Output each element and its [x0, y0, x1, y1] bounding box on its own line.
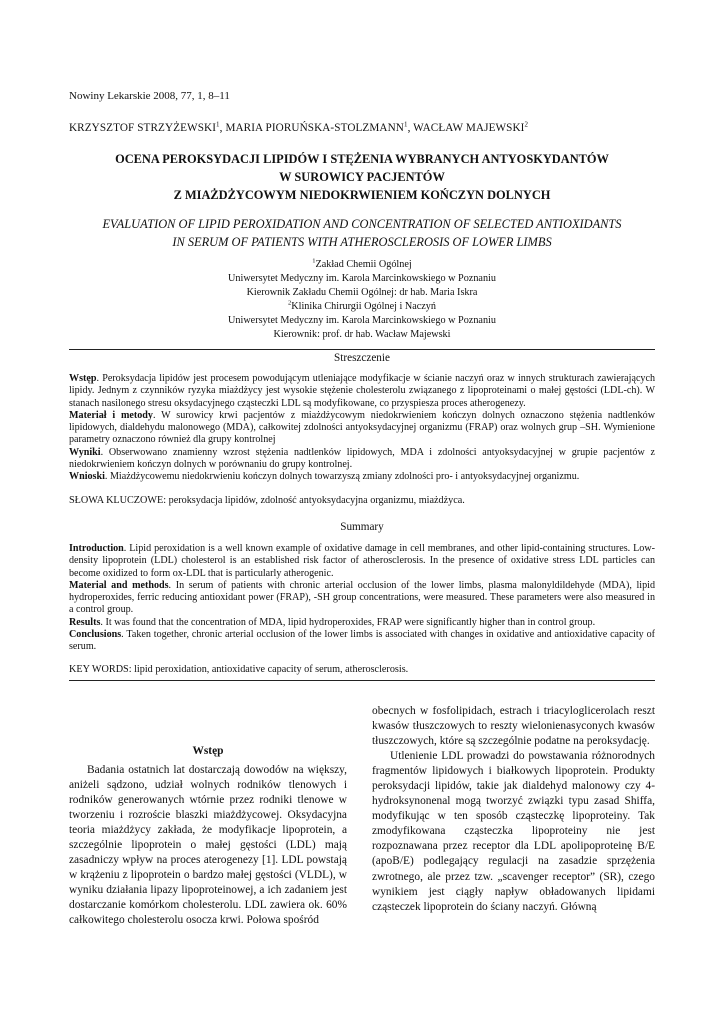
abstract-label: Results	[69, 616, 101, 628]
affiliation-text: Kierownik Zakładu Chemii Ogólnej: dr hab. Maria Iskra	[246, 287, 478, 298]
author-list	[69, 122, 528, 134]
body-paragraph: Badania ostatnich lat dostarczają dowodów na większy, aniżeli sądzono, udział wolnych rodników tlenowych i rodników generowanych wtórnie przez rodniki tlenowe w tworzeniu i rozroście blaszki miażdżycowej. Oksydacyjna teoria miażdżycy zakłada, że modyfikacje lipoprotein, a szczególnie lipoprotein o małej gęstości (LDL) mają zasadniczy wpływ na proces aterogenezy [1]. LDL powstają w krążeniu z lipoprotein o bardzo małej gęstości (VLDL), w wyniku działania lipazy lipoproteinowej, a ich zadaniem jest dostarczanie komórkom cholesterolu. LDL zawiera ok. 60% całkowitego cholesterolu osocza krwi. Połowa spośród	[69, 764, 347, 927]
author-separator: ,	[219, 122, 226, 134]
abstract-paragraph	[69, 471, 655, 483]
affiliation-line	[69, 258, 655, 272]
abstract-text: . Obserwowano znamienny wzrost stężenia nadtlenków lipidowych, MDA i zdolności antyoksydacyjnej w grupie pacjentów z niedokrwieniem kończyn dolnych w porównaniu do grupy kontrolnej.	[69, 446, 655, 471]
summary-abstract	[69, 543, 655, 654]
affiliation-line	[69, 286, 655, 300]
abstract-paragraph	[69, 373, 655, 410]
abstract-label: Wyniki	[69, 446, 101, 458]
section-heading-wstep: Wstęp	[192, 745, 224, 757]
title-english	[69, 215, 655, 251]
affiliation-line	[69, 314, 655, 328]
author-affiliation-mark: 1	[403, 120, 408, 129]
abstract-text: . Taken together, chronic arterial occlusion of the lower limbs is associated with changes in oxidative and antioxidative capacity of serum.	[69, 629, 655, 653]
affiliation-text: Zakład Chemii Ogólnej	[315, 259, 412, 270]
streszczenie-heading: Streszczenie	[334, 352, 390, 364]
abstract-text: . Miażdżycowemu niedokrwieniu kończyn dolnych towarzyszą zmiany zdolności pro- i antyoksydacyjnej organizmu.	[104, 471, 580, 483]
affiliations	[69, 258, 655, 342]
abstract-text: . Lipid peroxidation is a well known example of oxidative damage in cell membranes, and other lipid-containing structures. Low-density lipoprotein (LDL) cholesterol is an established risk factor of atherosclerosis. In the presence of oxidative stress LDL particles can become oxidized to form ox-LDL that is particularly atherogenic.	[69, 543, 655, 579]
abstract-paragraph	[69, 447, 655, 472]
affiliation-line	[69, 300, 655, 314]
abstract-label: Wstęp	[69, 373, 97, 384]
title-english-line: IN SERUM OF PATIENTS WITH ATHEROSCLEROSIS OF LOWER LIMBS	[172, 235, 552, 249]
abstract-label: Introduction	[69, 543, 124, 554]
affiliation-mark: 1	[312, 257, 316, 265]
divider-bottom	[69, 680, 655, 681]
title-polish	[69, 150, 655, 204]
abstract-text: . It was found that the concentration of MDA, lipid hydroperoxides, FRAP were significantly higher than in control group.	[100, 616, 596, 628]
abstract-paragraph	[69, 580, 655, 617]
title-polish-line: Z MIAŻDŻYCOWYM NIEDOKRWIENIEM KOŃCZYN DOLNYCH	[173, 188, 551, 202]
abstract-paragraph	[69, 543, 655, 580]
body-paragraph: obecnych w fosfolipidach, estrach i triacyloglicerolach reszt kwasów tłuszczowych to reszty wielonienasyconych kwasów tłuszczowych, które są szczególnie podatne na peroksydację.	[372, 705, 655, 748]
affiliation-text: Uniwersytet Medyczny im. Karola Marcinkowskiego w Poznaniu	[228, 315, 496, 326]
body-paragraph: Utlenienie LDL prowadzi do powstawania różnorodnych fragmentów lipidowych i białkowych lipoprotein. Produkty peroksydacji lipidów, takie jak dialdehyd malonowy czy 4-hydroksynonenal mogą tworzyć związki typu zasad Shiffa, modyfikując w ten sposób cząsteczkę lipoproteiny. Tak zmodyfikowana cząsteczka lipoproteiny nie jest rozpoznawana przez receptor dla LDL apolipoproteinę B/E (apoB/E) podlegający regulacji na zasadzie sprzężenia zwrotnego, ale przez tzw. „scavenger receptor” (SR), czego wynikiem jest ciągły napływ obładowanych lipidami cząsteczek lipoprotein do ściany naczyń. Główną	[372, 750, 655, 913]
abstract-paragraph	[69, 629, 655, 654]
title-english-line: EVALUATION OF LIPID PEROXIDATION AND CONCENTRATION OF SELECTED ANTIOXIDANTS	[102, 217, 622, 231]
abstract-text: . W surowicy krwi pacjentów z miażdżycowym niedokrwieniem kończyn dolnych oznaczono stężenia nadtlenków lipidowych, dialdehydu malonowego (MDA), całkowitej zdolności antyoksydacyjnej organizmu (FRAP) oraz wolnych grup –SH. Wymienione parametry oznaczono również dla grupy kontrolnej	[69, 409, 656, 446]
author-name: WACŁAW MAJEWSKI	[413, 122, 525, 134]
abstract-paragraph	[69, 617, 655, 629]
abstract-label: Materiał i metody	[69, 409, 153, 421]
affiliation-line	[69, 328, 655, 342]
author-separator: ,	[407, 122, 414, 134]
title-polish-line: W SUROWICY PACJENTÓW	[279, 170, 445, 184]
body-column-right	[372, 704, 655, 915]
affiliation-text: Klinika Chirurgii Ogólnej i Naczyń	[291, 301, 436, 312]
abstract-paragraph	[69, 410, 655, 447]
author-affiliation-mark: 1	[216, 120, 220, 129]
keywords-english: KEY WORDS: lipid peroxidation, antioxidative capacity of serum, atherosclerosis.	[69, 664, 409, 675]
affiliation-line	[69, 272, 655, 286]
author-name: KRZYSZTOF STRZYŻEWSKI	[69, 122, 217, 134]
abstract-label: Material and methods	[69, 579, 169, 591]
keywords-polish: SŁOWA KLUCZOWE: peroksydacja lipidów, zdolność antyoksydacyjna organizmu, miażdżyca.	[69, 495, 465, 506]
abstract-text: . In serum of patients with chronic arterial occlusion of the lower limbs, plasma malonyldildehyde (MDA), lipid hydroperoxides, ferric reducing antioxidant power (FRAP), -SH group concentrations, were measured. These parameters were also measured in a control group.	[69, 579, 655, 616]
affiliation-text: Kierownik: prof. dr hab. Wacław Majewski	[273, 329, 451, 340]
affiliation-text: Uniwersytet Medyczny im. Karola Marcinkowskiego w Poznaniu	[228, 273, 496, 284]
affiliation-mark: 2	[288, 299, 292, 307]
summary-heading: Summary	[340, 521, 384, 533]
journal-citation: Nowiny Lekarskie 2008, 77, 1, 8–11	[69, 90, 230, 102]
author-name: MARIA PIORUŃSKA-STOLZMANN	[225, 122, 404, 134]
divider-top	[69, 349, 655, 350]
abstract-label: Conclusions	[69, 629, 122, 641]
author-affiliation-mark: 2	[524, 120, 529, 129]
abstract-text: . Peroksydacja lipidów jest procesem powodującym utleniające modyfikacje w ścianie naczyń oraz w innych strukturach zawierających lipidy. Jednym z czynników ryzyka miażdżycy jest wysokie stężenie cholesterolu związanego z lipoproteinami o małej gęstości (LDL-ch). W stanach nasilonego stresu oksydacyjnego cząsteczki LDL są modyfikowane, co przyspiesza proces atherogenezy.	[69, 373, 655, 409]
body-column-left	[69, 763, 347, 929]
streszczenie-abstract	[69, 373, 655, 484]
abstract-label: Wnioski	[69, 471, 105, 483]
title-polish-line: OCENA PEROKSYDACJI LIPIDÓW I STĘŻENIA WYBRANYCH ANTYOSKYDANTÓW	[115, 152, 609, 166]
